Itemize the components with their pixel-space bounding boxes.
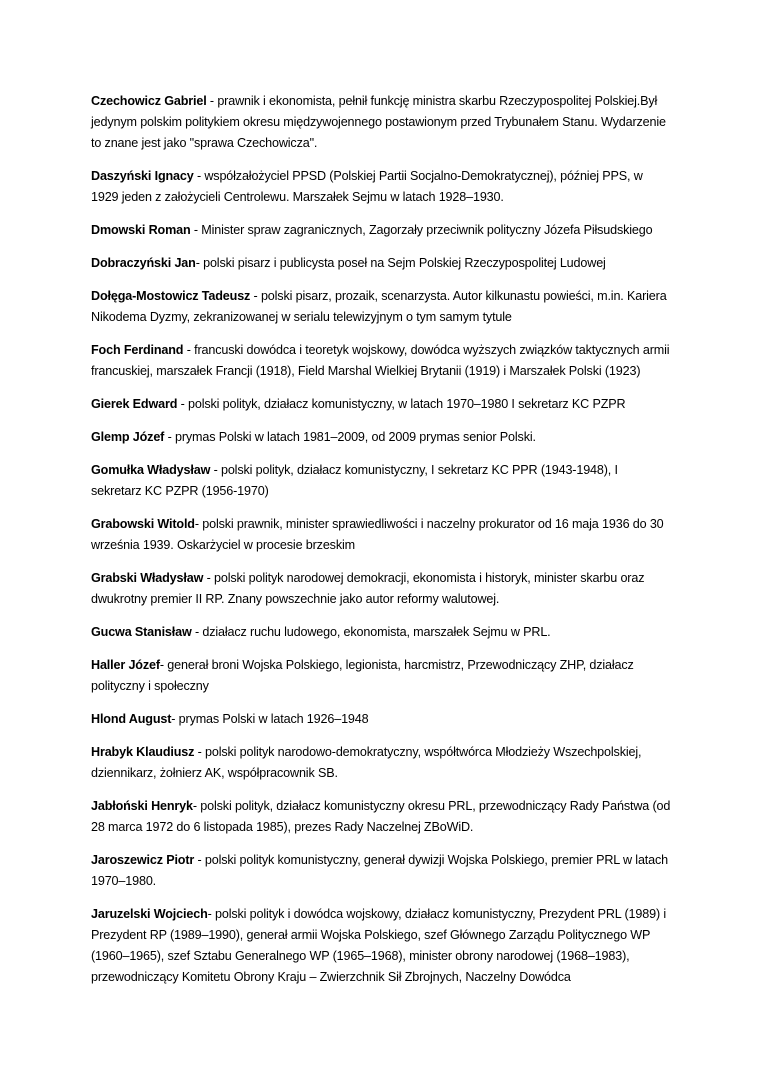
entry	[91, 166, 671, 208]
entry	[91, 91, 671, 154]
entry	[91, 850, 671, 892]
entry-description: - polski polityk narodowej demokracji, ekonomista i historyk, minister skarbu oraz dwukrotny premier II RP. Znany powszechnie jako autor reformy walutowej.	[91, 571, 645, 606]
entry	[91, 253, 671, 274]
entry-description: - prawnik i ekonomista, pełnił funkcję ministra skarbu Rzeczypospolitej Polskiej.Był jedynym polskim politykiem okresu międzywojennego postawionym przed Trybunałem Stanu. Wydarzenie to znane jest jako "sprawa Czechowicza".	[91, 94, 666, 150]
entry	[91, 568, 671, 610]
entry-name: Hlond August	[91, 712, 172, 726]
entry-name: Grabski Władysław	[91, 571, 204, 585]
entry	[91, 796, 671, 838]
entry-name: Dołęga-Mostowicz Tadeusz	[91, 289, 251, 303]
entry-name: Daszyński Ignacy	[91, 169, 194, 183]
entry-name: Gucwa Stanisław	[91, 625, 192, 639]
entry	[91, 427, 671, 448]
entry-name: Czechowicz Gabriel	[91, 94, 207, 108]
entry-description: - prymas Polski w latach 1981–2009, od 2009 prymas senior Polski.	[164, 430, 536, 444]
entry-description: - polski polityk, działacz komunistyczny okresu PRL, przewodniczący Rady Państwa (od 28 marca 1972 do 6 listopada 1985), prezes Rady Naczelnej ZBoWiD.	[91, 799, 671, 834]
entry	[91, 340, 671, 382]
entry-name: Jabłoński Henryk	[91, 799, 193, 813]
entry-description: - działacz ruchu ludowego, ekonomista, marszałek Sejmu w PRL.	[191, 625, 551, 639]
entry	[91, 460, 671, 502]
entry	[91, 220, 671, 241]
entry-name: Hrabyk Klaudiusz	[91, 745, 195, 759]
entry-name: Grabowski Witold	[91, 517, 195, 531]
entry	[91, 742, 671, 784]
entry	[91, 709, 671, 730]
entry-name: Dmowski Roman	[91, 223, 191, 237]
entry	[91, 655, 671, 697]
entry-name: Gomułka Władysław	[91, 463, 211, 477]
entry-name: Haller Józef	[91, 658, 160, 672]
entry-description: - polski prawnik, minister sprawiedliwości i naczelny prokurator od 16 maja 1936 do 30 września 1939. Oskarżyciel w procesie brzeskim	[91, 517, 664, 552]
entry-name: Jaroszewicz Piotr	[91, 853, 195, 867]
entry-name: Gierek Edward	[91, 397, 178, 411]
entry-description: - polski polityk, działacz komunistyczny, I sekretarz KC PPR (1943-1948), I sekretarz KC PZPR (1956-1970)	[91, 463, 618, 498]
entry	[91, 286, 671, 328]
entry-name: Foch Ferdinand	[91, 343, 184, 357]
entry-description: - polski polityk i dowódca wojskowy, działacz komunistyczny, Prezydent PRL (1989) i Prezydent RP (1989–1990), generał armii Wojska Polskiego, szef Głównego Zarządu Politycznego WP (1960–1965), szef Sztabu Generalnego WP (1965–1968), minister obrony narodowej (1968–1983), przewodniczący Komitetu Obrony Kraju – Zwierzchnik Sił Zbrojnych, Naczelny Dowódca	[91, 907, 666, 984]
entry-description: - generał broni Wojska Polskiego, legionista, harcmistrz, Przewodniczący ZHP, działacz polityczny i społeczny	[91, 658, 634, 693]
entry-description: - francuski dowódca i teoretyk wojskowy, dowódca wyższych związków taktycznych armii francuskiej, marszałek Francji (1918), Field Marshal Wielkiej Brytanii (1919) i Marszałek Polski (1923)	[91, 343, 670, 378]
document-page	[91, 91, 671, 1000]
entry	[91, 622, 671, 643]
entry-description: - polski pisarz, prozaik, scenarzysta. Autor kilkunastu powieści, m.in. Kariera Nikodema Dyzmy, zekranizowanej w serialu telewizyjnym o tym samym tytule	[91, 289, 667, 324]
entry-description: - polski polityk, działacz komunistyczny, w latach 1970–1980 I sekretarz KC PZPR	[177, 397, 626, 411]
entry	[91, 904, 671, 988]
entry-name: Jaruzelski Wojciech	[91, 907, 208, 921]
entry	[91, 514, 671, 556]
entry-name: Dobraczyński Jan	[91, 256, 196, 270]
entry-description: - współzałożyciel PPSD (Polskiej Partii Socjalno-Demokratycznej), później PPS, w 1929 jeden z założycieli Centrolewu. Marszałek Sejmu w latach 1928–1930.	[91, 169, 643, 204]
entry-description: - polski polityk narodowo-demokratyczny, współtwórca Młodzieży Wszechpolskiej, dziennikarz, żołnierz AK, współpracownik SB.	[91, 745, 642, 780]
entry-description: - polski polityk komunistyczny, generał dywizji Wojska Polskiego, premier PRL w latach 1970–1980.	[91, 853, 668, 888]
entry-name: Glemp Józef	[91, 430, 165, 444]
entry	[91, 394, 671, 415]
entry-description: - Minister spraw zagranicznych, Zagorzały przeciwnik polityczny Józefa Piłsudskiego	[190, 223, 653, 237]
entry-description: - prymas Polski w latach 1926–1948	[171, 712, 369, 726]
entry-description: - polski pisarz i publicysta poseł na Sejm Polskiej Rzeczypospolitej Ludowej	[195, 256, 606, 270]
